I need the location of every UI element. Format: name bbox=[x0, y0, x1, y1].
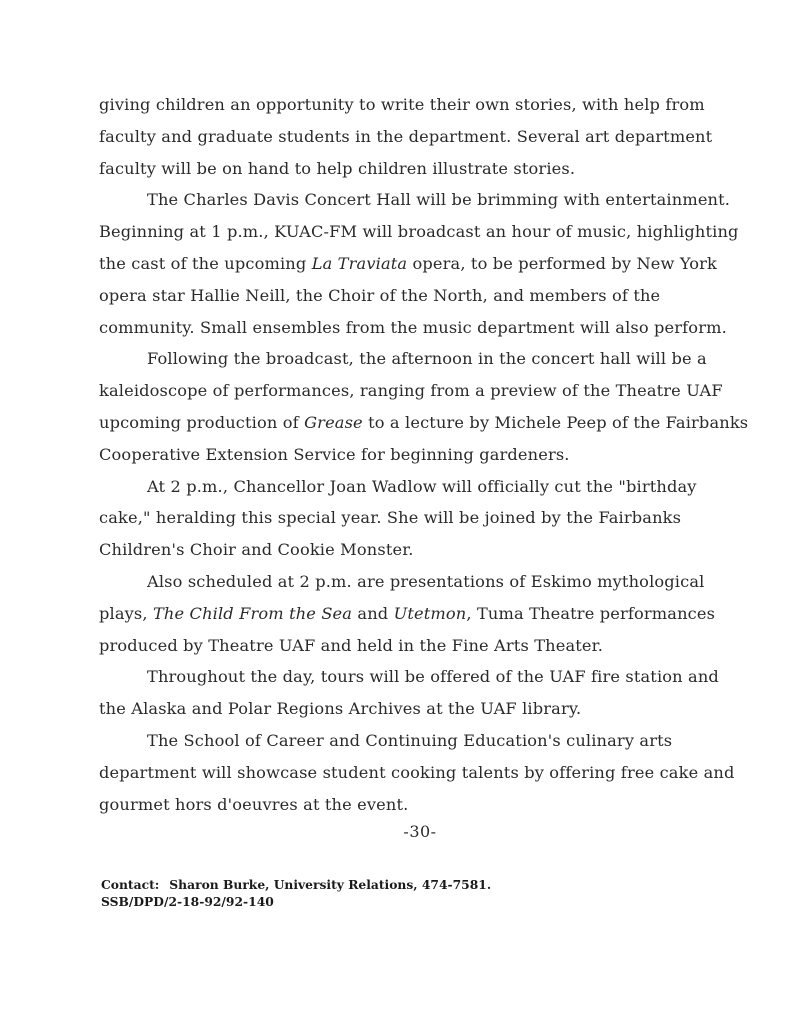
end-mark: -30- bbox=[403, 822, 437, 841]
reference-code: SSB/DPD/2-18-92/92-140 bbox=[101, 894, 274, 909]
paragraph-p2 bbox=[99, 184, 749, 343]
text-segment: and bbox=[352, 603, 394, 623]
italic-title: Utetmon bbox=[393, 603, 467, 623]
paragraph-p6 bbox=[99, 661, 749, 725]
article-body bbox=[99, 89, 749, 820]
text-segment: giving children an opportunity to write their own stories, with help from faculty and graduate students in the department. Several art department faculty will be on hand to help children illustrate stories. bbox=[99, 95, 713, 178]
contact-value: Sharon Burke, University Relations, 474-7581. bbox=[169, 877, 492, 892]
paragraph-p1 bbox=[99, 89, 749, 184]
text-segment: Also scheduled at 2 p.m. are presentations of Eskimo mythological plays, bbox=[99, 571, 705, 623]
text-segment: , Tuma Theatre performances produced by Theatre UAF and held in the Fine Arts Theater. bbox=[99, 603, 716, 655]
text-segment: The Charles Davis Concert Hall will be brimming with entertainment. Beginning at 1 p.m., KUAC-FM will broadcast an hour of music, highlighting the cast of the upcoming bbox=[99, 190, 739, 273]
text-segment: At 2 p.m., Chancellor Joan Wadlow will officially cut the "birthday cake," heralding this special year. She will be joined by the Fairbanks Children's Choir and Cookie Monster. bbox=[99, 476, 697, 560]
text-segment: opera, to be performed by New York opera star Hallie Neill, the Choir of the North, and members of the community. Small ensembles from the music department will also perform. bbox=[99, 253, 727, 337]
italic-title: The Child From the Sea bbox=[152, 603, 353, 623]
paragraph-p7 bbox=[99, 725, 749, 820]
contact-label: Contact: bbox=[101, 877, 160, 892]
text-segment: Throughout the day, tours will be offered of the UAF fire station and the Alaska and Polar Regions Archives at the UAF library. bbox=[99, 667, 719, 719]
text-segment: to a lecture by Michele Peep of the Fairbanks Cooperative Extension Service for beginning gardeners. bbox=[99, 412, 749, 464]
paragraph-p4 bbox=[99, 471, 749, 566]
italic-title: La Traviata bbox=[311, 253, 408, 273]
paragraph-p3 bbox=[99, 343, 749, 470]
contact-block bbox=[101, 876, 491, 910]
paragraph-p5 bbox=[99, 566, 749, 661]
contact-line bbox=[101, 876, 491, 893]
text-segment: Following the broadcast, the afternoon in the concert hall will be a kaleidoscope of performances, ranging from a preview of the Theatre UAF upcoming production of bbox=[99, 349, 723, 432]
text-segment: The School of Career and Continuing Education's culinary arts department will showcase student cooking talents by offering free cake and gourmet hors d'oeuvres at the event. bbox=[99, 730, 735, 814]
italic-title: Grease bbox=[304, 412, 363, 432]
